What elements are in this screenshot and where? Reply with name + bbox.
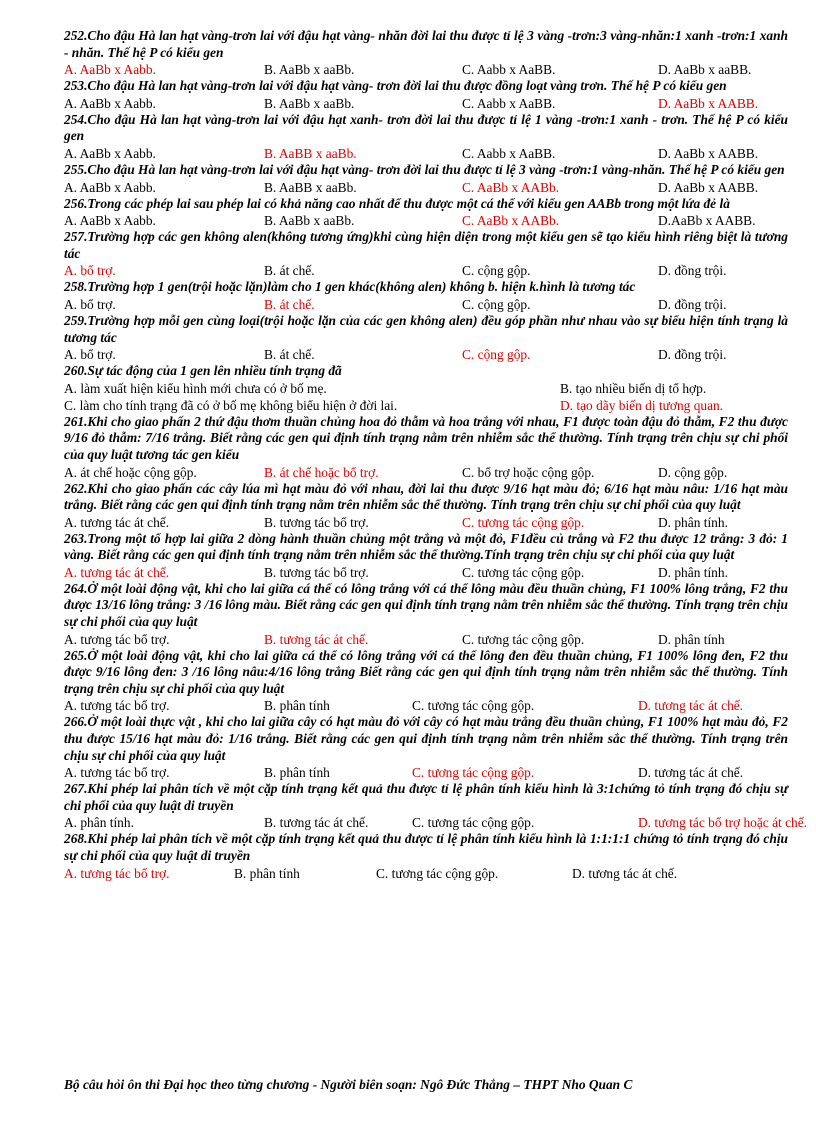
answer-option[interactable]: C. tương tác cộng gộp. [376, 865, 499, 881]
options-row [64, 865, 788, 882]
answer-option[interactable]: D. tương tác át chế. [638, 698, 744, 714]
question-text: 255.Cho đậu Hà lan hạt vàng-trơn lai với đậu hạt vàng- trơn đời lai thu được tỉ lệ 3 vàng -trơn:1 vàng-nhăn. Thế hệ P có kiểu gen [64, 161, 785, 177]
question-text: 256.Trong các phép lai sau phép lai có khả năng cao nhất để thu được một cá thể với kiểu gen AABb trong một lứa đẻ là [64, 195, 730, 211]
question-block [64, 313, 788, 363]
answer-option[interactable]: A. át chế hoặc cộng gộp. [64, 464, 197, 480]
question-text: 264.Ở một loài động vật, khi cho lai giữa cá thể có lông trắng với cá thể lông màu đều thuần chủng, F1 100% lông trắng, F2 thu được 13/16 lông trắng: 3 /16 lông màu. Biết rằng các gen qui định tính trạng nằm trên nhiễm sắc thể thường. Tính trạng trên chịu sự chi phối của quy luật [64, 580, 788, 630]
answer-option[interactable]: B. AaBb x aaBb. [264, 213, 355, 229]
answer-option[interactable]: A. tương tác át chế. [64, 564, 170, 580]
answer-option[interactable]: C. tương tác cộng gộp. [462, 564, 585, 580]
answer-option[interactable]: C. Aabb x AaBB. [462, 145, 556, 161]
answer-option[interactable]: C. cộng gộp. [462, 347, 531, 363]
answer-option[interactable]: A. tương tác át chế. [64, 514, 170, 530]
question-block [64, 831, 788, 881]
answer-option[interactable]: A. phân tính. [64, 815, 134, 831]
answer-option[interactable]: A. AaBb x Aabb. [64, 62, 156, 78]
question-block [64, 581, 788, 648]
question-block [64, 279, 788, 313]
question-text: 261.Khi cho giao phấn 2 thứ đậu thơm thuần chủng hoa đỏ thẫm và hoa trắng với nhau, F1 được toàn đậu đỏ thẫm, F2 thu được 9/16 đỏ thẫm: 7/16 trắng. Biết rằng các gen qui định tính trạng nằm trên nhiễm sắc thể thường. Tính trạng trên chịu sự chi phối của quy luật tương tác gen kiểu [64, 413, 788, 462]
answer-option[interactable]: D. tương tác át chế. [638, 765, 744, 781]
options-row [64, 346, 788, 363]
answer-option[interactable]: A. AaBb x Aabb. [64, 95, 156, 111]
answer-option[interactable]: B. át chế. [264, 347, 315, 363]
options-row [64, 61, 788, 78]
answer-option[interactable]: A. làm xuất hiện kiểu hình mới chưa có ở bố mẹ. [64, 380, 327, 396]
answer-option[interactable]: A. tương tác bổ trợ. [64, 765, 170, 781]
question-text: 266.Ở một loài thực vật , khi cho lai giữa cây có hạt màu đỏ với cây có hạt màu trắng đều thuần chủng, F1 100% hạt màu đỏ, F2 thu được 15/16 hạt màu đỏ: 1/16 trắng. Biết rằng các gen qui định tính trạng nằm trên nhiễm sắc thể thường. Tính trạng trên chịu sự chi phối của quy luật [64, 714, 788, 763]
answer-option[interactable]: D. AaBb x aaBB. [658, 62, 752, 78]
answer-option[interactable]: D. AaBb x AABB. [658, 145, 759, 161]
options-row [64, 764, 788, 781]
question-text: 258.Trường hợp 1 gen(trội hoặc lặn)làm cho 1 gen khác(không alen) không b. hiện k.hình là tương tác [64, 279, 636, 295]
answer-option[interactable]: C. tương tác cộng gộp. [462, 631, 585, 647]
page-footer: Bộ câu hỏi ôn thi Đại học theo từng chương - Người biên soạn: Ngô Đức Thắng – THPT Nho Quan C [64, 1077, 633, 1092]
answer-option[interactable]: A. bổ trợ. [64, 263, 116, 279]
answer-option[interactable]: C. AaBb x AABb. [462, 213, 560, 229]
options-row [64, 564, 788, 581]
options-row [64, 262, 788, 279]
answer-option[interactable]: C. Aabb x AaBB. [462, 95, 556, 111]
answer-option[interactable]: A. tương tác bổ trợ. [64, 865, 170, 881]
answer-option[interactable]: A. AaBb x Aabb. [64, 213, 156, 229]
answer-option[interactable]: D.AaBb x AABB. [658, 213, 756, 229]
answer-option[interactable]: A. tương tác bổ trợ. [64, 631, 170, 647]
answer-option[interactable]: B. phân tính [234, 865, 300, 881]
answer-option[interactable]: B. AaBB x aaBb. [264, 179, 357, 195]
answer-option[interactable]: C. Aabb x AaBB. [462, 62, 556, 78]
options-row [64, 814, 808, 831]
answer-option[interactable]: C. cộng gộp. [462, 263, 531, 279]
answer-option[interactable]: D. đồng trội. [658, 263, 727, 279]
answer-option[interactable]: C. bổ trợ hoặc cộng gộp. [462, 464, 595, 480]
answer-option[interactable]: B. AaBb x aaBb. [264, 95, 355, 111]
answer-option[interactable]: B. tạo nhiều biến dị tổ hợp. [560, 380, 707, 396]
answer-option[interactable]: B. tương tác bổ trợ. [264, 564, 369, 580]
answer-option[interactable]: C. làm cho tính trạng đã có ở bố mẹ không biểu hiện ở đời lai. [64, 397, 398, 413]
answer-option[interactable]: B. át chế. [264, 263, 315, 279]
answer-option[interactable]: A. bổ trợ. [64, 347, 116, 363]
question-text: 263.Trong một tổ hợp lai giữa 2 dòng hành thuần chủng một trắng và một đỏ, F1đều củ trắng và F2 thu được 12 trắng: 3 đỏ: 1 vàng. Biết rằng các gen qui định tính trạng nằm trên nhiễm sắc thể thường.Tính trạng trên chịu sự chi phối của quy luật [64, 530, 788, 563]
question-text: 268.Khi phép lai phân tích về một cặp tính trạng kết quả thu được tỉ lệ phân tính kiểu hình là 1:1:1:1 chứng tỏ tính trạng đó chịu sự chi phối của quy luật di truyền [64, 831, 788, 863]
options-row [64, 697, 788, 714]
answer-option[interactable]: C. tương tác cộng gộp. [412, 698, 535, 714]
question-text: 265.Ở một loài động vật, khi cho lai giữa cá thể có lông trắng với cá thể lông đen đều thuần chủng, F1 100% lông đen, F2 thu được 9/16 lông đen: 3 /16 lông nâu:4/16 lông trắng Biết rằng các gen qui định tính trạng nằm trên nhiễm sắc thể thường. Tính trạng trên chịu sự chi phối của quy luật [64, 647, 788, 696]
answer-option[interactable]: C. tương tác cộng gộp. [462, 514, 585, 530]
question-block [64, 28, 788, 78]
answer-option[interactable]: A. tương tác bổ trợ. [64, 698, 170, 714]
answer-option[interactable]: B. tương tác át chế. [264, 631, 369, 647]
options-row [64, 212, 788, 229]
options-row [64, 145, 788, 162]
question-text: 262.Khi cho giao phấn các cây lúa mì hạt màu đỏ với nhau, đời lai thu được 9/16 hạt màu đỏ; 6/16 hạt màu nâu: 1/16 hạt màu trắng. Biết rằng các gen qui định tính trạng nằm trên nhiễm sắc thể thường. Tính trạng trên chịu sự chi phối của quy luật [64, 480, 788, 513]
answer-option[interactable]: D. đồng trội. [658, 347, 727, 363]
question-text: 253.Cho đậu Hà lan hạt vàng-trơn lai với đậu hạt vàng- trơn đời lai thu được đồng loạt vàng trơn. Thế hệ P có kiểu gen [64, 78, 727, 94]
options-row [64, 514, 788, 531]
question-text: 254.Cho đậu Hà lan hạt vàng-trơn lai với đậu hạt xanh- trơn đời lai thu được tỉ lệ 1 vàng -trơn:1 xanh - trơn. Thế hệ P có kiểu gen [64, 111, 788, 144]
question-list [64, 28, 808, 882]
answer-option[interactable]: D. phân tính [658, 631, 725, 647]
answer-option[interactable]: C. cộng gộp. [462, 296, 531, 312]
question-block [64, 112, 788, 162]
options-row [64, 380, 788, 397]
answer-option[interactable]: D. phân tính. [658, 514, 728, 530]
question-text: 260.Sự tác động của 1 gen lên nhiều tính trạng đã [64, 363, 342, 379]
question-block [64, 162, 788, 196]
question-block [64, 781, 808, 831]
question-text: 252.Cho đậu Hà lan hạt vàng-trơn lai với đậu hạt vàng- nhăn đời lai thu được tỉ lệ 3 vàng -trơn:3 vàng-nhăn:1 xanh -trơn:1 xanh - nhăn. Thế hệ P có kiểu gen [64, 28, 788, 60]
answer-option[interactable]: C. tương tác cộng gộp. [412, 765, 535, 781]
answer-option[interactable]: B. tương tác bổ trợ. [264, 514, 369, 530]
question-block [64, 78, 788, 112]
question-block [64, 229, 788, 279]
answer-option[interactable]: B. phân tính [264, 765, 330, 781]
question-text: 267.Khi phép lai phân tích về một cặp tính trạng kết quả thu được tỉ lệ phân tính kiểu hình là 3:1chứng tỏ tính trạng đó chịu sự chi phối của quy luật di truyền [64, 781, 788, 813]
answer-option[interactable]: D. cộng gộp. [658, 464, 728, 480]
question-block [64, 196, 788, 230]
question-text: 259.Trường hợp mỗi gen cùng loại(trội hoặc lặn của các gen không alen) đều góp phần như nhau vào sự biểu hiện tính trạng là tương tác [64, 312, 788, 345]
answer-option[interactable]: D. tương tác át chế. [572, 865, 678, 881]
options-row [64, 179, 788, 196]
question-block [64, 481, 788, 531]
question-block [64, 648, 788, 715]
answer-option[interactable]: D. đồng trội. [658, 296, 727, 312]
options-row [64, 397, 788, 414]
answer-option[interactable]: B. AaBB x aaBb. [264, 145, 357, 161]
answer-option[interactable]: A. bổ trợ. [64, 296, 116, 312]
options-row [64, 464, 788, 481]
options-row [64, 95, 788, 112]
answer-option[interactable]: B. AaBb x aaBb. [264, 62, 355, 78]
answer-option[interactable]: C. AaBb x AABb. [462, 179, 560, 195]
answer-option[interactable]: A. AaBb x Aabb. [64, 145, 156, 161]
answer-option[interactable]: A. AaBb x Aabb. [64, 179, 156, 195]
answer-option[interactable]: D. AaBb x AABB. [658, 179, 759, 195]
answer-option[interactable]: B. át chế. [264, 296, 315, 312]
question-block [64, 363, 788, 414]
answer-option[interactable]: B. phân tính [264, 698, 330, 714]
options-row [64, 296, 788, 313]
answer-option[interactable]: D. AaBb x AABB. [658, 95, 759, 111]
question-block [64, 714, 788, 781]
question-block [64, 531, 788, 581]
question-text: 257.Trường hợp các gen không alen(không tương ứng)khi cùng hiện diện trong một kiểu gen sẽ tạo kiểu hình riêng biệt là tương tác [64, 229, 788, 261]
question-block [64, 414, 788, 481]
options-row [64, 631, 788, 648]
answer-option[interactable]: B. át chế hoặc bổ trợ. [264, 464, 379, 480]
answer-option[interactable]: D. phân tính. [658, 564, 728, 580]
answer-option[interactable]: C. tương tác cộng gộp. [412, 815, 535, 831]
answer-option[interactable]: B. tương tác át chế. [264, 815, 369, 831]
answer-option[interactable]: D. tạo dãy biến dị tương quan. [560, 397, 724, 413]
answer-option[interactable]: D. tương tác bổ trợ hoặc át chế. [638, 815, 808, 831]
